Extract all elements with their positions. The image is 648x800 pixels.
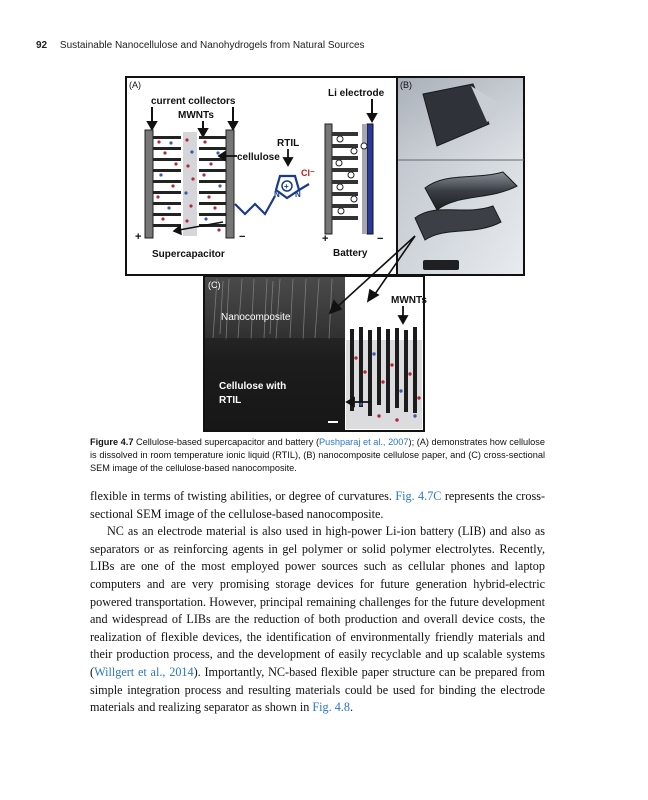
mwnts-label-a: MWNTs	[178, 110, 214, 121]
caption-text-1: Cellulose-based supercapacitor and battery (	[133, 437, 320, 447]
panel-a-tag: (A)	[129, 80, 141, 90]
panel-b-tag: (B)	[400, 80, 412, 90]
svg-text:+: +	[284, 182, 289, 191]
body-text	[90, 488, 545, 717]
mwnt-bars-right	[199, 136, 226, 227]
cellulose-label: cellulose	[237, 152, 280, 163]
nanocomposite-label: Nanocomposite	[221, 312, 291, 323]
p1-text-a: flexible in terms of twisting abilities, or degree of curvatures.	[90, 489, 396, 503]
battery-collector	[325, 124, 332, 234]
figure-caption	[90, 436, 545, 475]
running-header	[36, 40, 365, 51]
figure-label: Figure 4.7	[90, 437, 134, 447]
willgert-citation-link[interactable]: Willgert et al., 2014	[94, 664, 194, 679]
page-number: 92	[36, 40, 48, 51]
right-current-collector	[226, 130, 234, 238]
paragraph-2	[90, 523, 545, 717]
mwnt-bars-left	[153, 136, 181, 227]
chloride-label: Cl⁻	[301, 168, 315, 178]
nitrogen-right: N	[295, 190, 301, 199]
p2-text-a: NC as an electrode material is also used in high-power Li-ion battery (LIB) and also as separators or as reinforcing agents in gel polymer or solid polymer electrolytes. Recently, LIBs are one of the most employed power sources such as cellular phones and laptop computers and are very promising storage devices for future generation hybrid-electric powered transportation. However, principal remaining challenges for the future development and widespread of LIBs are the reduction of both production and overall device costs, the realization of flexible devices, the identification of environmentally friendly materials and their production process, and the development of easily recyclable and up scalable systems (	[90, 524, 545, 679]
plus-right: +	[322, 233, 329, 245]
nitrogen-left: N	[274, 190, 280, 199]
panel-a	[126, 77, 397, 275]
rtil-label-c: RTIL	[219, 395, 242, 406]
paragraph-1	[90, 488, 545, 523]
caption-citation-link[interactable]: Pushparaj et al., 2007	[319, 437, 409, 447]
supercapacitor-label: Supercapacitor	[152, 249, 225, 260]
caption-text-2: ); (A) demonstrates how cellulose is dissolved in room temperature ionic liquid (RTIL), (B) nanocomposite cellulose paper, and (C) cross-sectional SEM image of the cellulose-based nanocomposite.	[90, 437, 545, 473]
battery-separator	[362, 124, 367, 234]
nanocomposite-sample	[423, 260, 459, 270]
rtil-label-a: RTIL	[277, 138, 300, 149]
plus-left: +	[135, 231, 142, 243]
battery-label: Battery	[333, 248, 368, 259]
fig-4-7c-link[interactable]: Fig. 4.7C	[395, 489, 442, 503]
left-current-collector	[145, 130, 153, 238]
li-electrode	[367, 124, 373, 234]
schematic-substrate	[346, 340, 422, 429]
p2-text-b: ). Importantly, NC-based flexible paper structure can be prepared from simple integration process and resulting materials could be used for binding the electrode materials and realizing separator as shown in	[90, 664, 545, 715]
li-electrode-label: Li electrode	[328, 88, 385, 99]
minus-left: −	[239, 231, 246, 243]
minus-right: −	[377, 233, 384, 245]
figure-4-7	[125, 76, 525, 432]
scale-bar	[328, 421, 338, 423]
panel-c-tag: (C)	[208, 280, 221, 290]
fig-4-8-link[interactable]: Fig. 4.8	[312, 700, 350, 715]
p2-text-c: .	[349, 700, 353, 715]
p1-text-b: represents the cross-sectional SEM image of the cellulose-based nanocomposite.	[90, 489, 546, 521]
panel-b	[397, 77, 524, 275]
current-collectors-label: current collectors	[151, 96, 236, 107]
running-title: Sustainable Nanocellulose and Nanohydrogels from Natural Sources	[59, 40, 365, 51]
mwnts-label-c: MWNTs	[391, 295, 427, 306]
cellulose-with-label: Cellulose with	[219, 381, 287, 392]
panel-c	[204, 276, 427, 431]
separator-region	[183, 132, 197, 236]
